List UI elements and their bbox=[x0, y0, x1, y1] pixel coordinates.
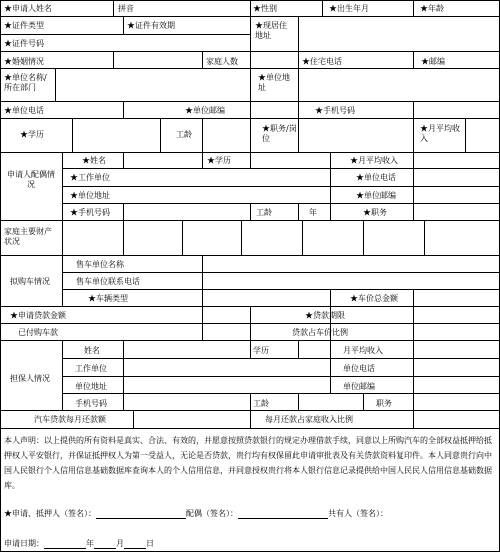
spouse-work-phone-label: ★单位电话 bbox=[356, 173, 396, 182]
year-unit: 年 bbox=[86, 539, 94, 548]
grid-line-vertical bbox=[250, 340, 251, 358]
dealer-name-label: 售车单位名称 bbox=[76, 260, 124, 269]
birth-date-label: ★出生年月 bbox=[329, 4, 369, 13]
applicant-signature-label: ★申请、抵押人（签名）： bbox=[4, 509, 96, 518]
grid-line-vertical bbox=[413, 306, 414, 340]
grid-line-horizontal bbox=[0, 428, 500, 429]
vehicle-type-label: ★车辆类型 bbox=[88, 294, 128, 303]
current-address-label: ★现居住地址 bbox=[255, 21, 287, 40]
grid-line-vertical bbox=[123, 152, 124, 168]
dealer-contact-label: 售车单位联系电话 bbox=[76, 277, 140, 286]
employer-label: ★单位名称/所在部门 bbox=[4, 73, 47, 92]
position-label: ★职务/岗位 bbox=[262, 124, 297, 143]
grid-line-vertical bbox=[250, 203, 251, 220]
guarantor-mobile-label: 手机号码 bbox=[75, 399, 107, 408]
grid-line-vertical bbox=[250, 101, 251, 118]
grid-line-horizontal bbox=[62, 289, 500, 290]
grid-line-vertical bbox=[298, 340, 299, 358]
grid-line-vertical bbox=[62, 255, 63, 306]
grid-line-horizontal bbox=[0, 34, 250, 35]
grid-line-vertical bbox=[302, 220, 303, 255]
grid-line-vertical bbox=[160, 118, 161, 152]
grid-line-vertical bbox=[413, 118, 414, 152]
grid-line-vertical bbox=[250, 306, 251, 340]
grid-line-horizontal bbox=[0, 220, 500, 221]
grid-line-vertical bbox=[424, 220, 425, 255]
guarantor-employer-label: 工作单位 bbox=[75, 364, 107, 373]
grid-line-vertical bbox=[363, 393, 364, 410]
grid-line-vertical bbox=[0, 0, 1, 552]
spouse-year-label: 年 bbox=[309, 208, 317, 217]
grid-line-vertical bbox=[62, 340, 63, 410]
repayment-ratio-label: 每月还款占家庭收入比例 bbox=[265, 415, 353, 424]
gender-label: ★性别 bbox=[253, 4, 277, 13]
spouse-position-label: ★职务 bbox=[363, 208, 387, 217]
spouse-seniority-label: 工龄 bbox=[256, 208, 272, 217]
postcode-label: ★邮编 bbox=[421, 57, 445, 66]
vehicle-price-label: ★车价总金额 bbox=[350, 294, 398, 303]
grid-line-vertical bbox=[413, 376, 414, 393]
month-unit: 月 bbox=[116, 539, 124, 548]
grid-line-vertical bbox=[202, 289, 203, 306]
loan-ratio-label: 贷款占车价比例 bbox=[292, 328, 348, 337]
grid-line-vertical bbox=[55, 68, 56, 101]
grid-line-vertical bbox=[413, 51, 414, 68]
grid-line-vertical bbox=[413, 152, 414, 168]
family-assets-label: 家庭主要财产状况 bbox=[4, 227, 52, 246]
family-count-label: 家庭人数 bbox=[206, 57, 238, 66]
date-label: 申请日期： bbox=[4, 539, 44, 548]
grid-line-vertical bbox=[250, 393, 251, 410]
pinyin-label: 拼音 bbox=[118, 4, 134, 13]
month-field[interactable] bbox=[94, 540, 116, 549]
grid-line-vertical bbox=[123, 101, 124, 118]
home-phone-label: ★住宅电话 bbox=[302, 57, 342, 66]
applicant-signature-line[interactable] bbox=[96, 510, 186, 519]
id-type-label: ★证件类型 bbox=[4, 21, 44, 30]
work-phone-label: ★单位电话 bbox=[4, 106, 44, 115]
grid-line-vertical bbox=[330, 358, 331, 376]
grid-line-vertical bbox=[250, 51, 251, 68]
grid-line-vertical bbox=[413, 358, 414, 376]
grid-line-vertical bbox=[413, 186, 414, 203]
grid-line-vertical bbox=[182, 220, 183, 255]
day-field[interactable] bbox=[124, 540, 146, 549]
grid-line-vertical bbox=[202, 255, 203, 289]
guarantor-section-label: 担保人情况 bbox=[10, 374, 50, 383]
grid-line-vertical bbox=[123, 393, 124, 410]
date-row bbox=[4, 539, 154, 549]
grid-line-vertical bbox=[298, 51, 299, 68]
grid-line-vertical bbox=[330, 203, 331, 220]
age-label: ★年龄 bbox=[420, 4, 444, 13]
spouse-work-address-label: ★单位地址 bbox=[70, 191, 110, 200]
work-postcode-label: ★单位邮编 bbox=[185, 106, 225, 115]
grid-line-vertical bbox=[330, 186, 331, 203]
vehicle-section-label: 拟购车情况 bbox=[10, 277, 50, 286]
grid-line-vertical bbox=[413, 340, 414, 358]
spouse-education-label: ★学历 bbox=[207, 156, 231, 165]
grid-line-vertical bbox=[250, 68, 251, 101]
grid-line-vertical bbox=[298, 393, 299, 410]
grid-line-horizontal bbox=[62, 376, 500, 377]
down-payment-label: 已付购车款 bbox=[18, 328, 58, 337]
grid-line-vertical bbox=[113, 0, 114, 16]
guarantor-work-postcode-label: 单位邮编 bbox=[343, 382, 375, 391]
grid-line-vertical bbox=[123, 16, 124, 34]
spouse-mobile-label: ★手机号码 bbox=[70, 208, 110, 217]
grid-line-horizontal bbox=[62, 358, 500, 359]
education-label: ★学历 bbox=[20, 130, 44, 139]
grid-line-vertical bbox=[298, 16, 299, 51]
grid-line-vertical bbox=[330, 340, 331, 358]
grid-line-vertical bbox=[202, 118, 203, 152]
grid-line-horizontal bbox=[62, 186, 500, 187]
grid-line-vertical bbox=[413, 203, 414, 220]
day-unit: 日 bbox=[146, 539, 154, 548]
marital-status-label: ★婚姻情况 bbox=[4, 57, 44, 66]
grid-line-vertical bbox=[241, 220, 242, 255]
grid-line-vertical bbox=[250, 410, 251, 428]
guarantor-position-label: 职务 bbox=[376, 399, 392, 408]
grid-line-vertical bbox=[202, 152, 203, 168]
grid-line-vertical bbox=[250, 152, 251, 168]
monthly-income-label: ★月平均收入 bbox=[420, 124, 460, 143]
spouse-employer-label: ★工作单位 bbox=[70, 173, 110, 182]
spouse-name-label: ★姓名 bbox=[82, 156, 106, 165]
grid-line-vertical bbox=[202, 51, 203, 68]
guarantor-seniority-label: 工龄 bbox=[253, 399, 269, 408]
spouse-section-label: 申请人配偶情况 bbox=[7, 170, 55, 189]
guarantor-work-phone-label: 单位电话 bbox=[343, 364, 375, 373]
grid-line-horizontal bbox=[62, 168, 500, 169]
grid-line-vertical bbox=[413, 410, 414, 428]
grid-line-vertical bbox=[330, 168, 331, 186]
grid-line-horizontal bbox=[0, 255, 500, 256]
grid-line-vertical bbox=[123, 340, 124, 358]
spouse-income-label: ★月平均收入 bbox=[350, 156, 398, 165]
grid-line-vertical bbox=[123, 220, 124, 255]
grid-line-vertical bbox=[250, 0, 251, 16]
grid-line-vertical bbox=[363, 220, 364, 255]
grid-line-vertical bbox=[413, 289, 414, 306]
grid-line-vertical bbox=[133, 410, 134, 428]
employer-address-label: ★单位地址 bbox=[258, 73, 290, 92]
guarantor-education-label: 学历 bbox=[253, 346, 269, 355]
spouse-work-postcode-label: ★单位邮编 bbox=[356, 191, 396, 200]
monthly-repayment-label: 汽车贷款每月还款额 bbox=[34, 415, 106, 424]
guarantor-name-label: 姓名 bbox=[84, 346, 100, 355]
id-valid-label: ★证件有效期 bbox=[127, 21, 175, 30]
mobile-label: ★手机号码 bbox=[315, 106, 355, 115]
grid-line-vertical bbox=[202, 306, 203, 340]
signature-row bbox=[4, 509, 388, 519]
spouse-signature-line[interactable] bbox=[238, 510, 328, 519]
grid-line-horizontal bbox=[62, 393, 500, 394]
grid-line-vertical bbox=[298, 101, 299, 118]
grid-line-horizontal bbox=[62, 203, 500, 204]
grid-line-vertical bbox=[465, 118, 466, 152]
grid-line-vertical bbox=[298, 68, 299, 101]
grid-line-vertical bbox=[413, 101, 414, 118]
grid-line-vertical bbox=[123, 203, 124, 220]
grid-line-vertical bbox=[413, 0, 414, 16]
guarantor-work-address-label: 单位地址 bbox=[75, 382, 107, 391]
year-field[interactable] bbox=[44, 540, 86, 549]
grid-line-vertical bbox=[330, 289, 331, 306]
grid-line-vertical bbox=[413, 168, 414, 186]
loan-term-label: ★贷款期限 bbox=[305, 311, 345, 320]
grid-line-vertical bbox=[250, 118, 251, 152]
grid-line-vertical bbox=[72, 118, 73, 152]
grid-line-vertical bbox=[123, 358, 124, 376]
guarantor-income-label: 月平均收入 bbox=[343, 346, 383, 355]
grid-line-vertical bbox=[123, 376, 124, 393]
grid-line-vertical bbox=[113, 51, 114, 68]
co-owner-signature-label: 共有人（签名）： bbox=[328, 509, 388, 518]
id-number-label: ★证件号码 bbox=[4, 39, 44, 48]
grid-line-vertical bbox=[330, 152, 331, 168]
grid-line-vertical bbox=[330, 376, 331, 393]
spouse-signature-label: 配偶（签名）： bbox=[186, 509, 238, 518]
grid-line-vertical bbox=[413, 393, 414, 410]
declaration-text: 本人声明：以上提供的所有资料是真实、合法、有效的，并愿意按照贷款银行的规定办理借款手续，同意以上所购汽车的全部权益抵押给抵押权人平安银行，并保证抵押权人为第一受益人，无论是否贷款，贵行均有权保留此申请审批表及有关贷款资料复印件。本人同意贵行向中国人民银行个人信用信息基础数据库查询本人的个人信用信息，并同意授权贵行将本人银行信息记录提供给中国人民民人信用信息基础数据库。 bbox=[4, 436, 492, 490]
grid-line-vertical bbox=[62, 152, 63, 255]
grid-line-vertical bbox=[298, 203, 299, 220]
grid-line-vertical bbox=[322, 0, 323, 16]
loan-amount-label: ★申请贷款金额 bbox=[10, 311, 66, 320]
seniority-label: 工龄 bbox=[176, 130, 192, 139]
applicant-name-label: ★申请人姓名 bbox=[4, 4, 52, 13]
grid-line-horizontal bbox=[62, 272, 500, 273]
